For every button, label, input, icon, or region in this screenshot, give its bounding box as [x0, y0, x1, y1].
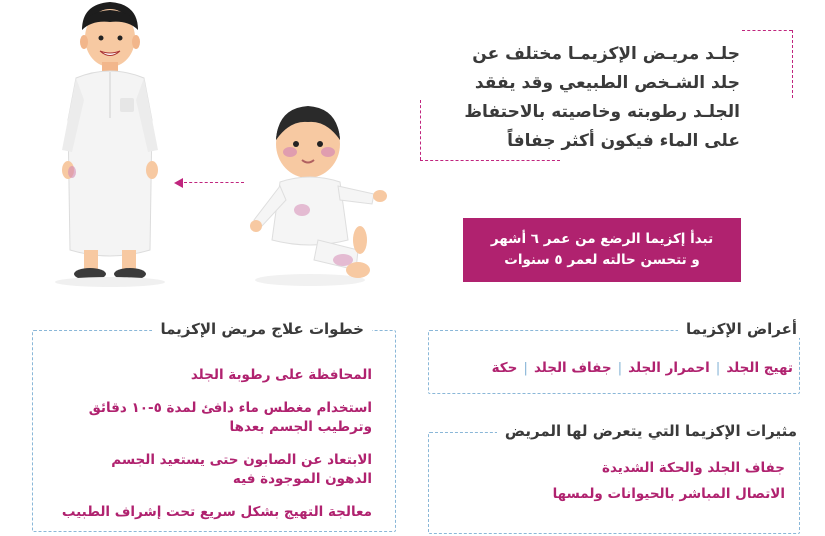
intro-frame-right [792, 30, 793, 98]
symptom-item: تهيج الجلد [726, 360, 793, 376]
arrow-left-icon [174, 177, 246, 189]
treatment-steps [32, 366, 372, 536]
symptoms-list [492, 360, 793, 376]
treatment-step: معالجة التهيج بشكل سريع تحت إشراف الطبيب [61, 504, 372, 520]
treatment-title: خطوات علاج مريض الإكزيما [152, 320, 372, 338]
man-illustration [40, 0, 180, 290]
symptom-item: حكة [491, 360, 518, 376]
triggers-title: مثيرات الإكزيما التي يتعرض لها المريض [497, 422, 805, 440]
infant-eczema-note [463, 218, 741, 282]
trigger-item: الاتصال المباشر بالحيوانات ولمسها [552, 486, 785, 502]
intro-frame-top [742, 30, 792, 31]
baby-illustration [248, 100, 398, 290]
treatment-step: المحافظة على رطوبة الجلد [190, 367, 372, 383]
symptom-item: جفاف الجلد [533, 360, 612, 376]
treatment-step: استخدام مغطس ماء دافئ لمدة ٥-١٠ دقائق [88, 400, 372, 416]
intro-line: جلـد مريـض الإكزيمـا مختلف عن [472, 44, 740, 64]
intro-frame-bottom [420, 160, 560, 161]
treatment-step: وترطيب الجسم بعدها [229, 419, 372, 435]
intro-line: الجلـد رطوبته وخاصيته بالاحتفاظ [464, 102, 740, 122]
symptoms-title: أعراض الإكزيما [678, 320, 805, 338]
intro-line: جلد الشـخص الطبيعي وقد يفقد [474, 73, 740, 93]
symptom-separator: | [715, 360, 721, 376]
symptom-separator: | [617, 360, 623, 376]
triggers-box [428, 432, 800, 534]
infant-note-line1: تبدأ إكزيما الرضع من عمر ٦ أشهر [490, 231, 714, 247]
symptom-item: احمرار الجلد [628, 360, 710, 376]
intro-text [420, 40, 740, 156]
symptom-separator: | [523, 360, 528, 376]
treatment-step: الابتعاد عن الصابون حتى يستعيد الجسم [111, 452, 372, 468]
treatment-step: الدهون الموجودة فيه [232, 471, 372, 487]
infant-note-line2: و تتحسن حالته لعمر ٥ سنوات [504, 252, 700, 268]
trigger-item: جفاف الجلد والحكة الشديدة [602, 460, 785, 476]
intro-line: على الماء فيكون أكثر جفافاً [507, 131, 740, 151]
